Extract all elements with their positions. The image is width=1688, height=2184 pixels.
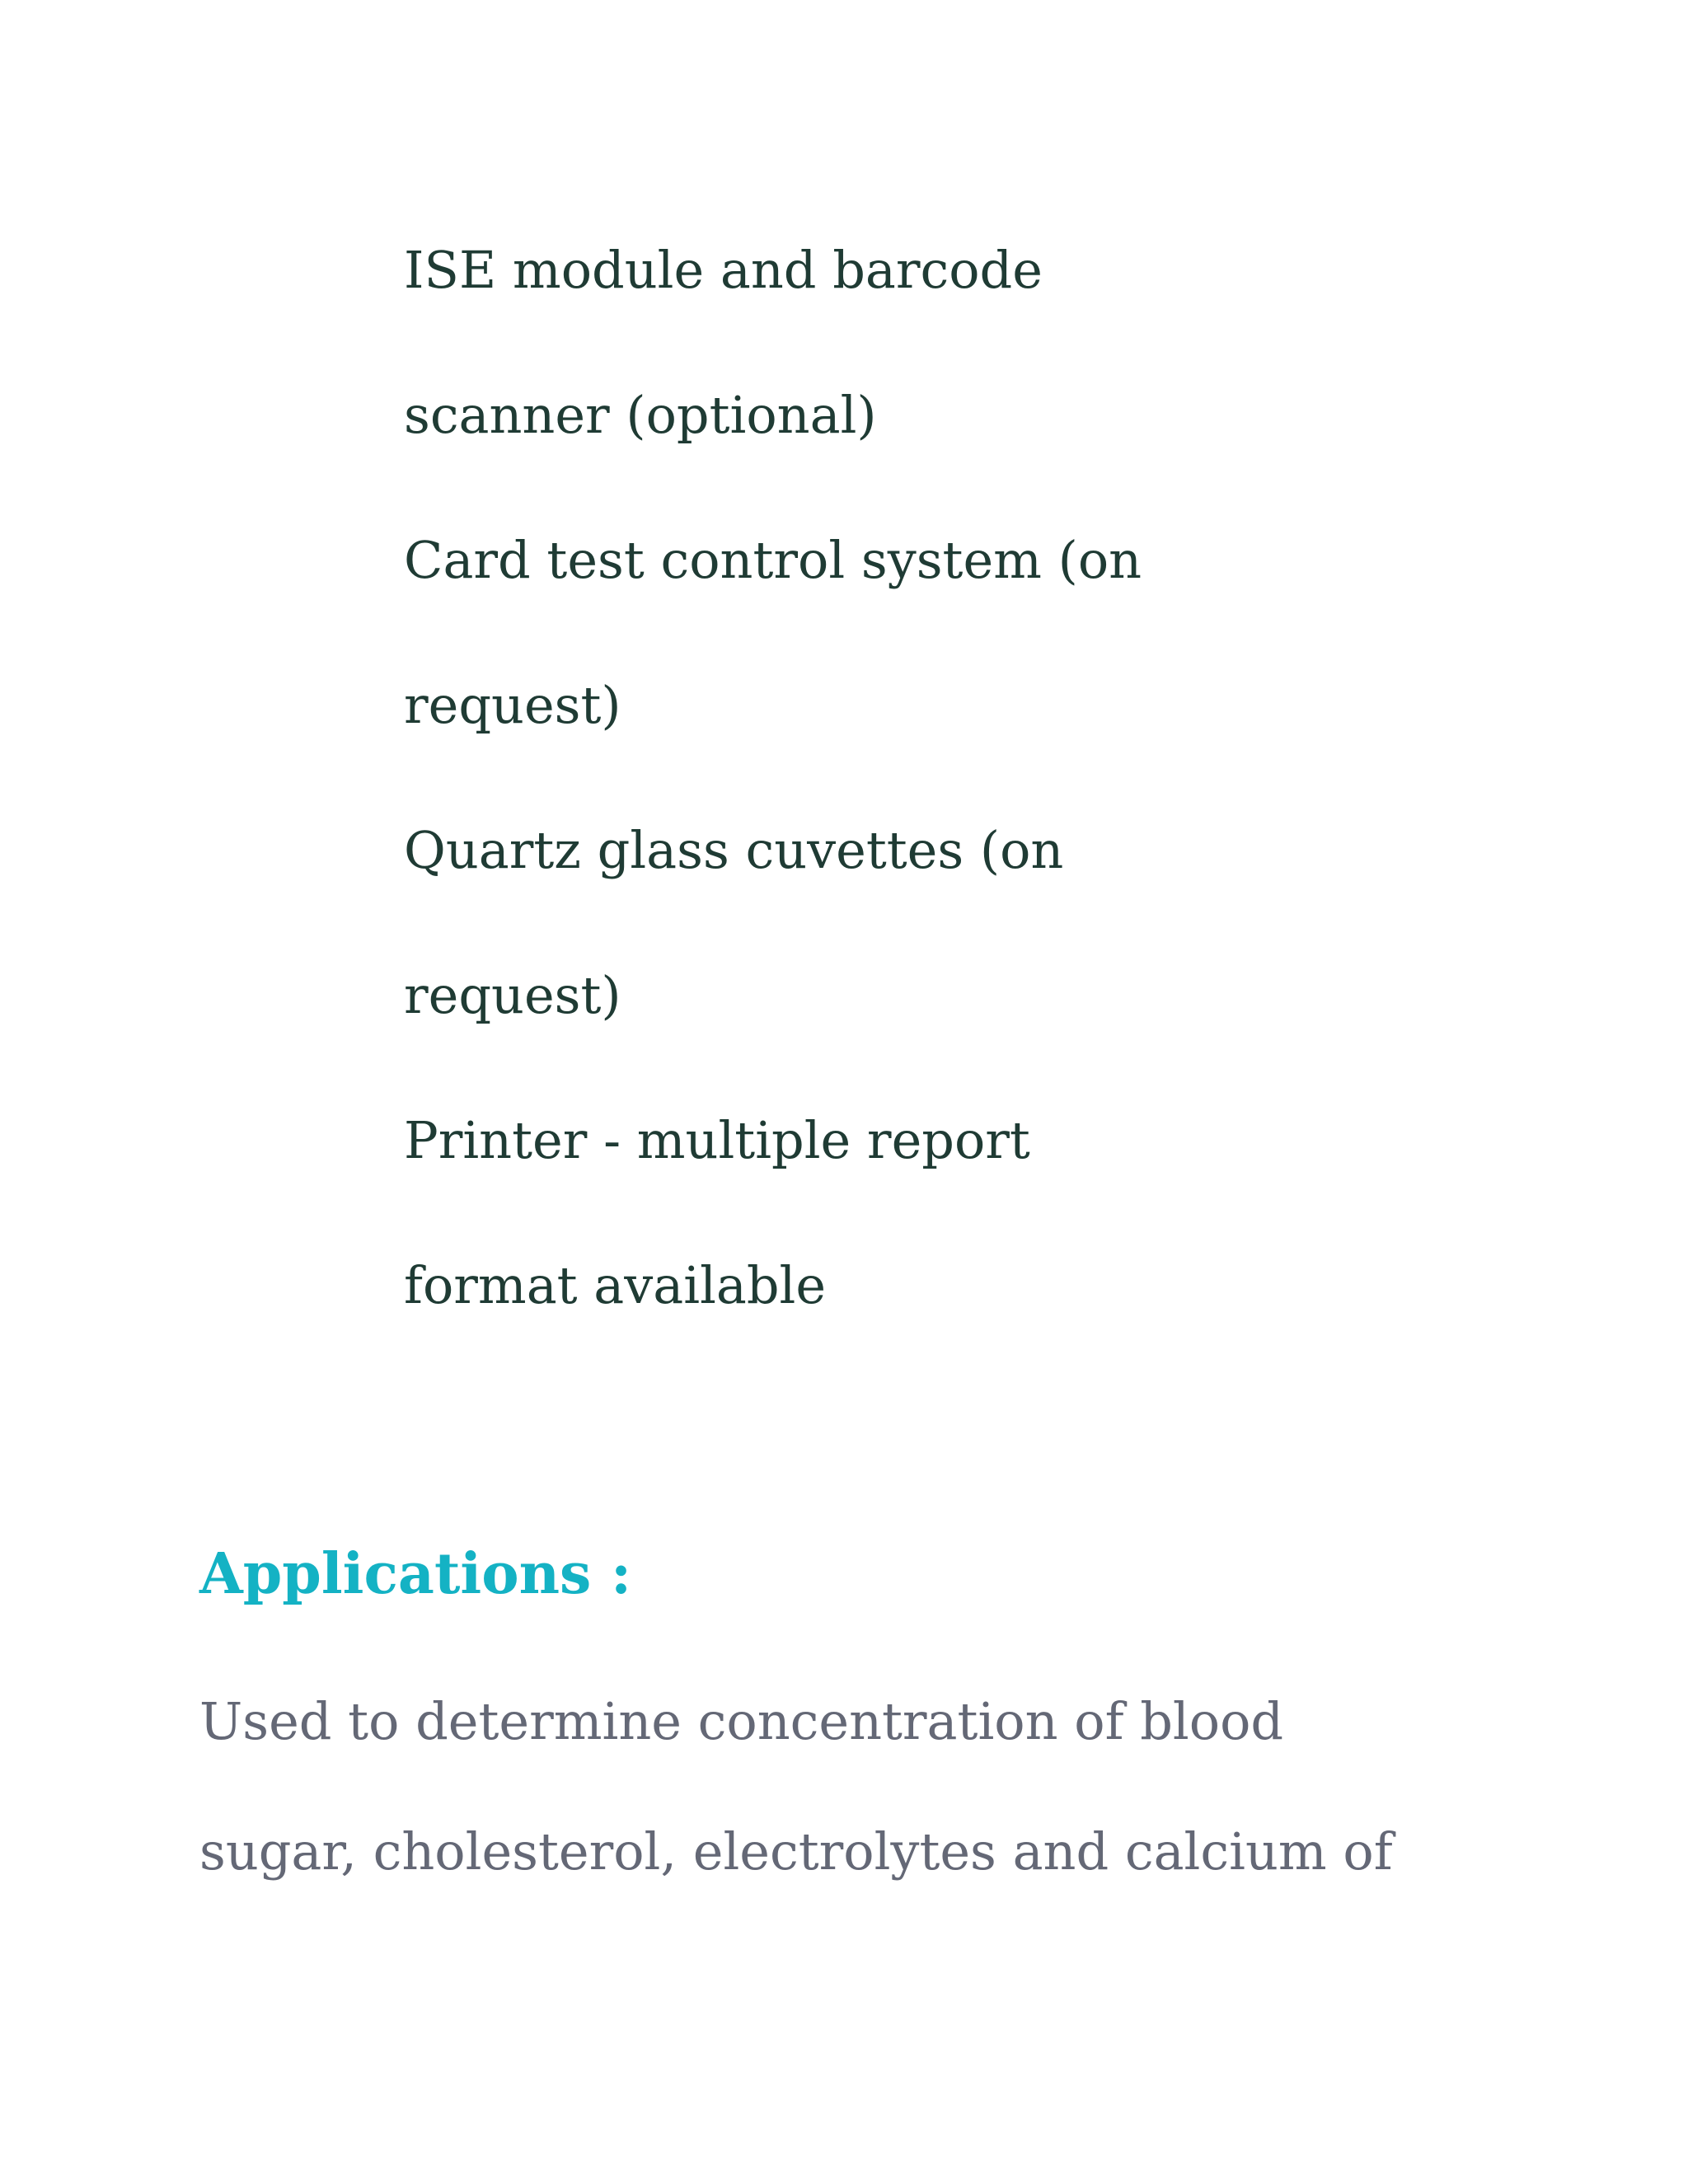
feature-line: scanner (optional) xyxy=(404,385,877,445)
applications-heading: Applications : xyxy=(199,1541,632,1607)
feature-line: Card test control system (on xyxy=(404,530,1142,590)
applications-description xyxy=(199,1657,1601,1917)
description-line: Used to determine concentration of blood xyxy=(199,1691,1284,1751)
feature-line: format available xyxy=(404,1255,827,1315)
feature-line: ISE module and barcode xyxy=(404,240,1043,300)
feature-line: Quartz glass cuvettes (on xyxy=(404,820,1064,880)
description-line: sugar, cholesterol, electrolytes and calcium of xyxy=(199,1821,1393,1882)
feature-line: Printer - multiple report xyxy=(404,1110,1030,1170)
feature-list xyxy=(404,198,1311,1358)
feature-line: request) xyxy=(404,675,621,735)
feature-line: request) xyxy=(404,965,621,1025)
